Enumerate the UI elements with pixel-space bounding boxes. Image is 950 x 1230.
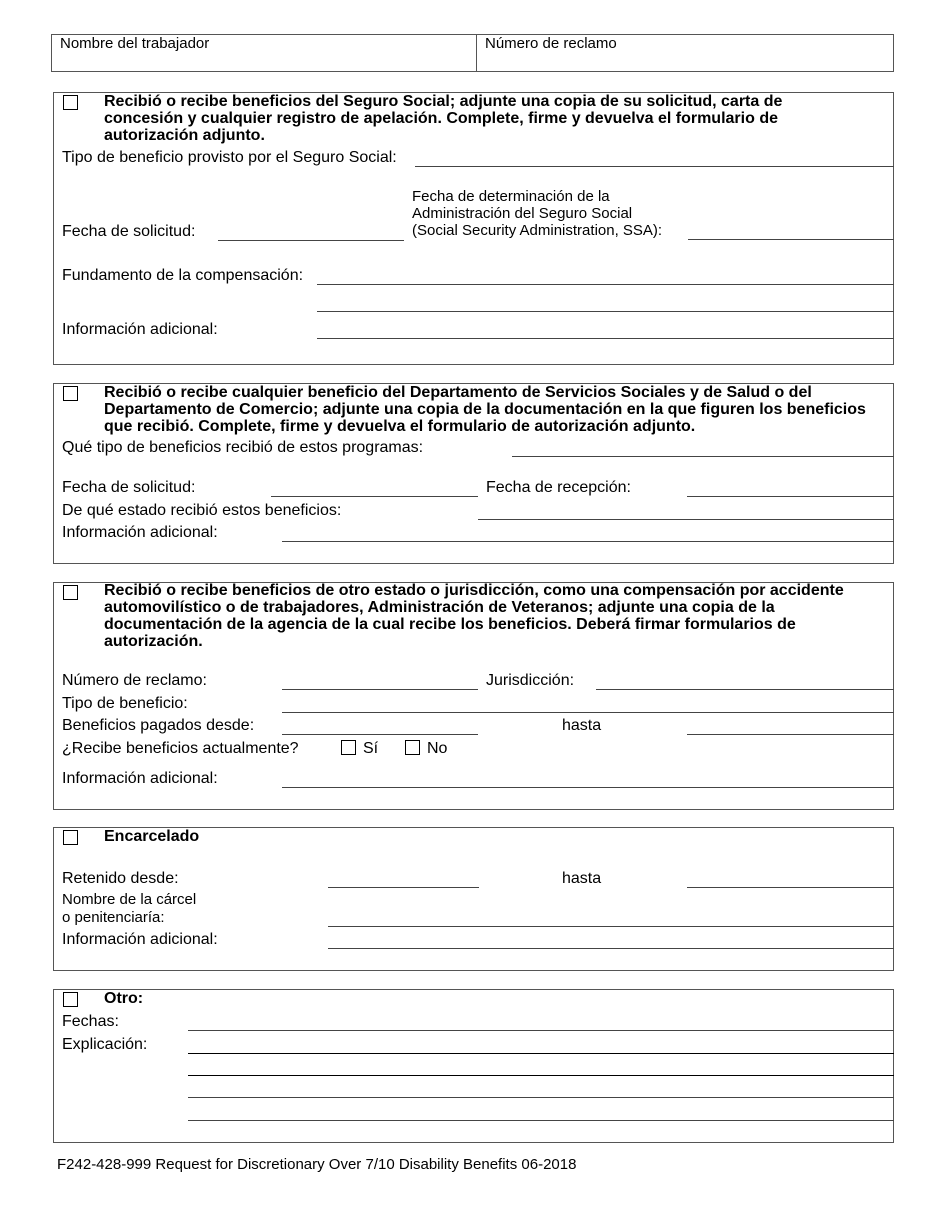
inc-facility-label-2: o penitenciaría: xyxy=(62,909,165,926)
claim-number-field[interactable] xyxy=(477,52,893,71)
claim-number-label: Número de reclamo xyxy=(485,35,617,52)
dshs-checkbox[interactable] xyxy=(63,386,78,401)
inc-held-from-field[interactable] xyxy=(328,887,479,888)
other-explanation-field[interactable] xyxy=(188,1053,894,1054)
dshs-receipt-date-label: Fecha de recepción: xyxy=(486,479,631,496)
dshs-application-date-label: Fecha de solicitud: xyxy=(62,479,196,496)
ss-checkbox[interactable] xyxy=(63,95,78,110)
other-explanation-line-3[interactable] xyxy=(188,1097,894,1098)
os-additional-info-label: Información adicional: xyxy=(62,770,218,787)
ss-compensation-basis-line-2[interactable] xyxy=(317,311,894,312)
ss-additional-info-field[interactable] xyxy=(317,338,894,339)
dshs-state-field[interactable] xyxy=(478,519,894,520)
incarcerated-checkbox[interactable] xyxy=(63,830,78,845)
dshs-heading: Recibió o recibe cualquier beneficio del Departamento de Servicios Sociales y de Salud o del Departamento de Comercio; adjunte una copia de la documentación en la que figuren los beneficios que recibió. Complete, firme y devuelva el formulario de autorización adjunto. xyxy=(104,384,866,435)
ss-compensation-basis-field[interactable] xyxy=(317,284,894,285)
inc-held-from-label: Retenido desde: xyxy=(62,870,179,887)
worker-name-field[interactable] xyxy=(52,52,475,71)
ss-heading: Recibió o recibe beneficios del Seguro Social; adjunte una copia de su solicitud, carta de concesión y cualquier registro de apelación. Complete, firme y devuelva el formulario de autorización adjunto. xyxy=(104,93,783,144)
ss-benefit-type-label: Tipo de beneficio provisto por el Seguro Social: xyxy=(62,149,397,166)
other-state-heading: Recibió o recibe beneficios de otro estado o jurisdicción, como una compensación por accidente automovilístico o de trabajadores, Administración de Veteranos; adjunte una copia de la documentación de la agencia de la cual recibe los beneficios. Deberá firmar formularios de autorización. xyxy=(104,582,844,650)
os-paid-from-label: Beneficios pagados desde: xyxy=(62,717,255,734)
os-no-label: No xyxy=(427,740,448,757)
os-jurisdiction-field[interactable] xyxy=(596,689,894,690)
ss-benefit-type-field[interactable] xyxy=(415,166,894,167)
inc-additional-info-label: Información adicional: xyxy=(62,931,218,948)
ss-determination-label-3: (Social Security Administration, SSA): xyxy=(412,222,663,239)
ss-compensation-basis-label: Fundamento de la compensación: xyxy=(62,267,304,284)
os-claim-number-field[interactable] xyxy=(282,689,478,690)
os-benefit-type-field[interactable] xyxy=(282,712,894,713)
inc-additional-info-field[interactable] xyxy=(328,948,894,949)
ss-application-date-label: Fecha de solicitud: xyxy=(62,223,196,240)
dshs-receipt-date-field[interactable] xyxy=(687,496,894,497)
dshs-benefit-type-label: Qué tipo de beneficios recibió de estos programas: xyxy=(62,439,424,456)
dshs-additional-info-label: Información adicional: xyxy=(62,524,218,541)
inc-until-field[interactable] xyxy=(687,887,894,888)
incarcerated-heading: Encarcelado xyxy=(104,828,200,845)
other-explanation-line-2[interactable] xyxy=(188,1075,894,1076)
os-additional-info-field[interactable] xyxy=(282,787,894,788)
other-dates-field[interactable] xyxy=(188,1030,894,1031)
os-yes-checkbox[interactable] xyxy=(341,740,356,755)
dshs-benefit-type-field[interactable] xyxy=(512,456,894,457)
inc-facility-label-1: Nombre de la cárcel xyxy=(62,891,197,908)
dshs-application-date-field[interactable] xyxy=(271,496,478,497)
dshs-state-label: De qué estado recibió estos beneficios: xyxy=(62,502,342,519)
form-footer: F242-428-999 Request for Discretionary Over 7/10 Disability Benefits 06-2018 xyxy=(57,1156,577,1173)
other-explanation-line-4[interactable] xyxy=(188,1120,894,1121)
ss-determination-label-1: Fecha de determinación de la xyxy=(412,188,610,205)
dshs-additional-info-field[interactable] xyxy=(282,541,894,542)
os-claim-number-label: Número de reclamo: xyxy=(62,672,207,689)
other-state-checkbox[interactable] xyxy=(63,585,78,600)
other-explanation-label: Explicación: xyxy=(62,1036,148,1053)
os-jurisdiction-label: Jurisdicción: xyxy=(486,672,575,689)
other-dates-label: Fechas: xyxy=(62,1013,119,1030)
os-yes-label: Sí xyxy=(363,740,379,757)
inc-facility-field[interactable] xyxy=(328,926,894,927)
ss-application-date-field[interactable] xyxy=(218,240,404,241)
os-no-checkbox[interactable] xyxy=(405,740,420,755)
ss-additional-info-label: Información adicional: xyxy=(62,321,218,338)
os-currently-receiving-label: ¿Recibe beneficios actualmente? xyxy=(62,740,299,757)
worker-name-label: Nombre del trabajador xyxy=(60,35,210,52)
os-benefit-type-label: Tipo de beneficio: xyxy=(62,695,188,712)
other-checkbox[interactable] xyxy=(63,992,78,1007)
os-until-label: hasta xyxy=(562,717,602,734)
os-until-field[interactable] xyxy=(687,734,894,735)
other-heading: Otro: xyxy=(104,990,144,1007)
os-paid-from-field[interactable] xyxy=(282,734,478,735)
ss-determination-label-2: Administración del Seguro Social xyxy=(412,205,633,222)
ss-determination-date-field[interactable] xyxy=(688,239,894,240)
inc-until-label: hasta xyxy=(562,870,602,887)
